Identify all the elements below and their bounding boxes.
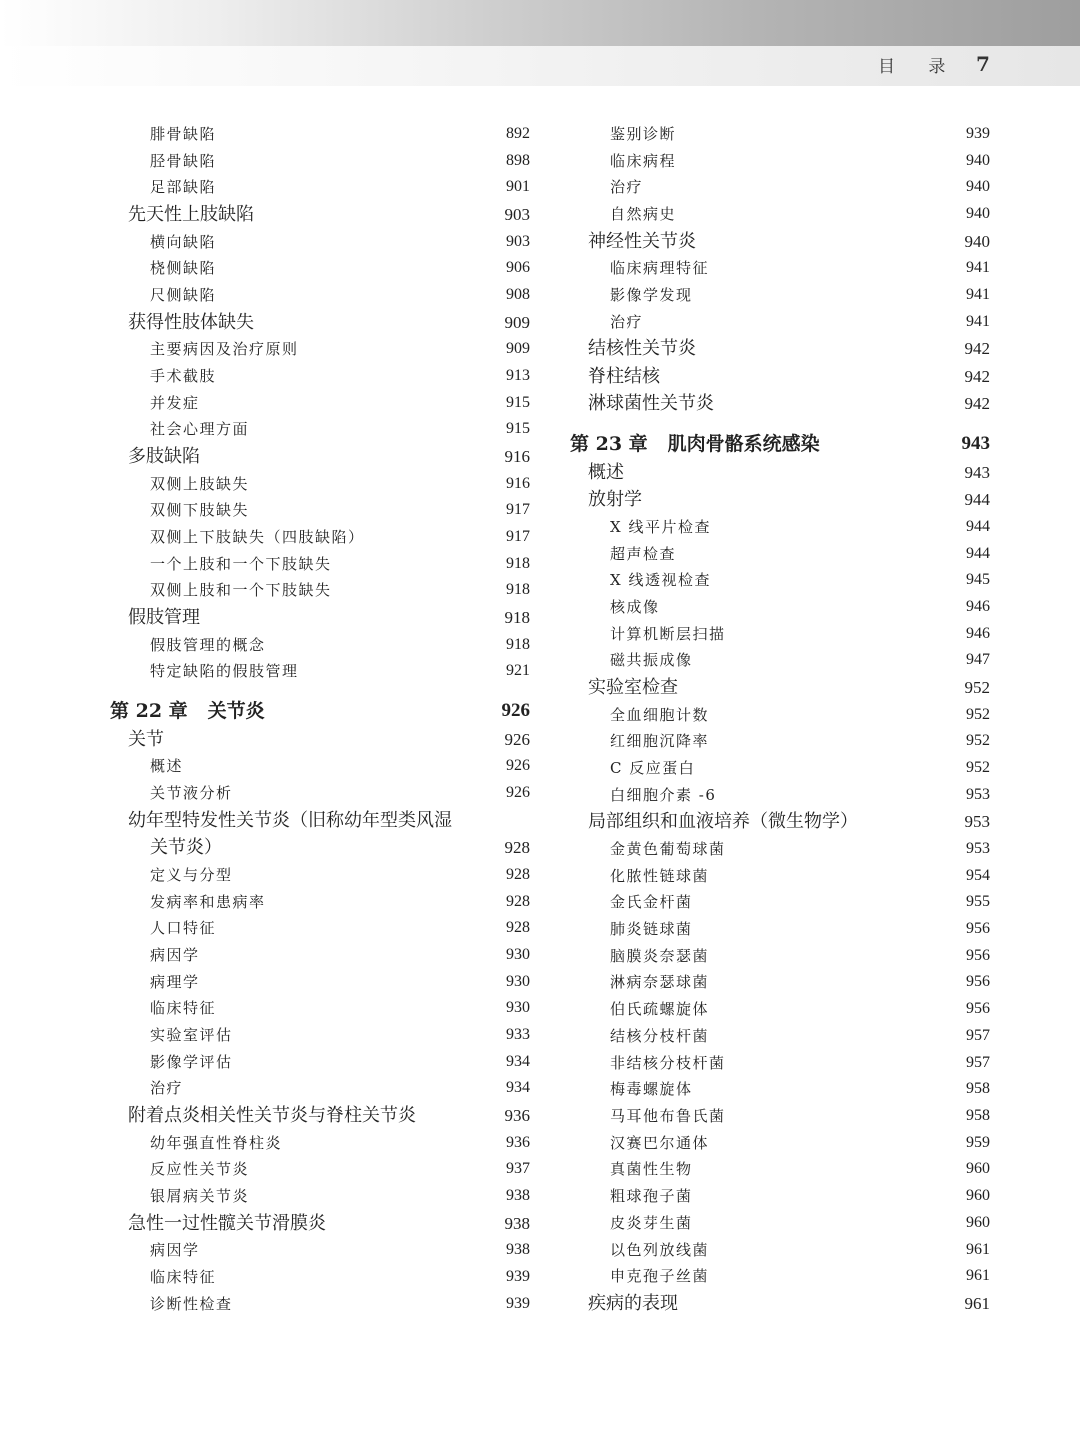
toc-entry-title: 反应性关节炎 (150, 1160, 250, 1179)
toc-entry-title: 附着点炎相关性关节炎与脊柱关节炎 (128, 1105, 416, 1127)
toc-subsection-entry[interactable] (110, 753, 530, 780)
toc-entry-title: 自然病史 (610, 205, 677, 224)
toc-subsection-entry[interactable] (110, 1049, 530, 1076)
toc-entry-page: 953 (966, 839, 990, 857)
toc-entry-page: 915 (506, 420, 530, 438)
toc-entry-page: 961 (966, 1267, 990, 1285)
toc-entry-page: 940 (966, 205, 990, 223)
toc-entry-page: 917 (506, 527, 530, 545)
toc-subsection-entry[interactable] (570, 148, 990, 175)
toc-subsection-entry[interactable] (110, 148, 530, 175)
toc-subsection-entry[interactable] (110, 174, 530, 201)
toc-entry-page: 940 (966, 151, 990, 169)
toc-section-entry[interactable] (570, 390, 990, 418)
toc-subsection-entry[interactable] (110, 363, 530, 390)
toc-entry-page: 939 (506, 1268, 530, 1285)
toc-entry-page: 892 (506, 125, 530, 142)
toc-subsection-entry[interactable] (570, 174, 990, 201)
toc-subsection-entry[interactable] (110, 1237, 530, 1264)
toc-entry-page: 898 (506, 151, 530, 169)
toc-entry-title: 化脓性链球菌 (610, 866, 710, 885)
toc-chapter-heading[interactable] (570, 430, 990, 458)
toc-subsection-entry[interactable] (110, 336, 530, 363)
toc-entry-title: 疾病的表现 (588, 1292, 678, 1314)
toc-entry-page: 952 (966, 705, 990, 723)
toc-entry-title: 实验室检查 (588, 677, 678, 699)
toc-entry-title: 治疗 (610, 178, 644, 197)
toc-subsection-entry[interactable] (570, 255, 990, 282)
toc-section-entry[interactable] (570, 486, 990, 514)
toc-entry-title: 影像学发现 (610, 286, 693, 305)
toc-entry-title: 病因学 (150, 1241, 200, 1260)
toc-subsection-entry[interactable] (570, 996, 990, 1023)
toc-entry-title: 肌肉骨骼系统感染 (667, 432, 820, 455)
toc-subsection-entry[interactable] (110, 524, 530, 551)
toc-subsection-entry[interactable] (110, 255, 530, 282)
toc-section-entry[interactable] (110, 309, 530, 337)
toc-entry-page: 942 (964, 339, 990, 359)
toc-subsection-entry[interactable] (570, 863, 990, 890)
toc-entry-page: 941 (966, 312, 990, 330)
toc-entry-title: 计算机断层扫描 (610, 624, 726, 643)
toc-entry-title: 皮炎芽生菌 (610, 1213, 693, 1232)
toc-subsection-entry[interactable] (110, 915, 530, 942)
toc-right-column (570, 121, 990, 1317)
toc-entry-page: 921 (506, 662, 530, 680)
toc-entry-title: 定义与分型 (150, 865, 233, 884)
toc-subsection-entry[interactable] (570, 621, 990, 648)
toc-entry-page: 934 (506, 1052, 530, 1070)
toc-entry-page: 961 (966, 1240, 990, 1258)
toc-entry-title: 尺侧缺陷 (150, 286, 217, 305)
toc-entry-title: 主要病因及治疗原则 (150, 340, 299, 359)
toc-entry-title: 社会心理方面 (150, 420, 250, 439)
toc-entry-title: 伯氏疏螺旋体 (610, 1000, 710, 1019)
toc-entry-page: 954 (966, 866, 990, 884)
toc-entry-title: 关节炎） (150, 837, 222, 859)
toc-entry-title: 关节液分析 (150, 784, 233, 803)
toc-entry-page: 958 (966, 1106, 990, 1124)
toc-subsection-entry[interactable] (570, 567, 990, 594)
toc-subsection-entry[interactable] (570, 916, 990, 943)
toc-subsection-entry[interactable] (570, 201, 990, 228)
toc-entry-title: 梅毒螺旋体 (610, 1080, 693, 1099)
toc-entry-title: 手术截肢 (150, 366, 217, 385)
toc-entry-page: 936 (504, 1106, 530, 1126)
toc-subsection-entry[interactable] (570, 889, 990, 916)
toc-subsection-entry[interactable] (570, 1076, 990, 1103)
toc-section-entry[interactable] (110, 834, 530, 862)
toc-section-entry[interactable] (570, 228, 990, 256)
toc-entry-title: 治疗 (610, 312, 644, 331)
toc-entry-title: 脊柱结核 (588, 365, 660, 387)
toc-section-entry[interactable] (570, 335, 990, 363)
toc-entry-title: 临床病理特征 (610, 259, 710, 278)
toc-entry-title: 以色列放线菌 (610, 1240, 710, 1259)
toc-entry-title: 白细胞介素 -6 (610, 785, 717, 804)
toc-entry-page: 944 (966, 544, 990, 562)
toc-entry-page: 930 (506, 945, 530, 963)
toc-subsection-entry[interactable] (570, 1050, 990, 1077)
toc-entry-title: 诊断性检查 (150, 1294, 233, 1313)
toc-entry-title: C 反应蛋白 (610, 759, 696, 778)
toc-subsection-entry[interactable] (570, 1263, 990, 1290)
toc-section-entry[interactable] (570, 808, 990, 836)
toc-entry-title: 概述 (588, 461, 624, 483)
toc-entry-title: 概述 (150, 757, 184, 776)
toc-subsection-entry[interactable] (570, 1210, 990, 1237)
toc-subsection-entry[interactable] (110, 1075, 530, 1102)
toc-subsection-entry[interactable] (570, 121, 990, 148)
toc-subsection-entry[interactable] (110, 995, 530, 1022)
toc-subsection-entry[interactable] (110, 1022, 530, 1049)
toc-subsection-entry[interactable] (570, 943, 990, 970)
toc-entry-title: 汉赛巴尔通体 (610, 1133, 710, 1152)
toc-entry-page: 953 (964, 812, 990, 832)
toc-subsection-entry[interactable] (570, 514, 990, 541)
toc-subsection-entry[interactable] (110, 632, 530, 659)
toc-entry-page: 928 (506, 892, 530, 910)
toc-entry-page: 915 (506, 393, 530, 411)
toc-entry-title: 足部缺陷 (150, 178, 217, 197)
toc-subsection-entry[interactable] (570, 755, 990, 782)
toc-entry-title: 腓骨缺陷 (150, 125, 217, 143)
toc-entry-title: 双侧上肢和一个下肢缺失 (150, 581, 332, 600)
toc-entry-page: 946 (966, 624, 990, 642)
toc-subsection-entry[interactable] (570, 282, 990, 309)
toc-entry-page: 928 (504, 838, 530, 858)
toc-entry-page: 946 (966, 598, 990, 616)
toc-section-entry[interactable] (110, 1210, 530, 1238)
toc-subsection-entry[interactable] (110, 577, 530, 604)
toc-entry-page: 938 (506, 1241, 530, 1259)
toc-subsection-entry[interactable] (110, 1130, 530, 1157)
toc-entry-title: 非结核分枝杆菌 (610, 1053, 726, 1072)
toc-subsection-entry[interactable] (110, 889, 530, 916)
toc-entry-title: 全血细胞计数 (610, 705, 710, 724)
toc-left-column (110, 121, 530, 1317)
toc-subsection-entry[interactable] (570, 728, 990, 755)
toc-entry-page: 930 (506, 972, 530, 990)
toc-entry-title: 关节炎 (207, 699, 265, 722)
toc-subsection-entry[interactable] (110, 390, 530, 417)
toc-entry-title: 胫骨缺陷 (150, 151, 217, 170)
toc-entry-title: 幼年型特发性关节炎（旧称幼年型类风湿 (128, 809, 452, 831)
toc-entry-title: 临床病程 (610, 151, 677, 170)
toc-entry-page: 943 (964, 462, 990, 482)
toc-entry-page: 918 (506, 635, 530, 653)
toc-subsection-entry[interactable] (570, 702, 990, 729)
toc-subsection-entry[interactable] (570, 594, 990, 621)
toc-entry-title: 影像学评估 (150, 1052, 233, 1071)
toc-entry-page: 930 (506, 999, 530, 1017)
toc-subsection-entry[interactable] (570, 1103, 990, 1130)
toc-entry-page: 937 (506, 1160, 530, 1178)
toc-entry-page: 939 (966, 125, 990, 142)
toc-entry-title: 急性一过性髋关节滑膜炎 (128, 1212, 326, 1234)
toc-section-entry[interactable] (110, 1102, 530, 1130)
toc-entry-title: 磁共振成像 (610, 651, 693, 670)
toc-chapter-heading[interactable] (110, 697, 530, 725)
toc-entry-page: 956 (966, 920, 990, 938)
toc-entry-page: 958 (966, 1080, 990, 1098)
toc-subsection-entry[interactable] (570, 1183, 990, 1210)
toc-entry-title: 病理学 (150, 972, 200, 991)
toc-entry-page: 901 (506, 178, 530, 196)
toc-entry-page: 956 (966, 973, 990, 991)
toc-entry-page: 944 (966, 517, 990, 535)
toc-entry-page: 913 (506, 366, 530, 384)
toc-section-entry[interactable] (110, 807, 530, 835)
toc-subsection-entry[interactable] (110, 282, 530, 309)
toc-subsection-entry[interactable] (570, 309, 990, 336)
toc-entry-page: 918 (506, 581, 530, 599)
toc-subsection-entry[interactable] (110, 1291, 530, 1318)
toc-entry-title: 人口特征 (150, 919, 217, 938)
toc-entry-title: X 线透视检查 (610, 571, 711, 590)
toc-entry-page: 941 (966, 259, 990, 277)
toc-entry-title: 实验室评估 (150, 1026, 233, 1045)
toc-entry-page: 928 (506, 919, 530, 937)
toc-entry-title: 先天性上肢缺陷 (128, 204, 254, 226)
toc-entry-page: 942 (964, 394, 990, 414)
toc-subsection-entry[interactable] (570, 969, 990, 996)
toc-entry-title: 鉴别诊断 (610, 125, 677, 143)
toc-entry-page: 957 (966, 1053, 990, 1071)
toc-entry-page: 926 (501, 699, 530, 721)
toc-subsection-entry[interactable] (570, 782, 990, 809)
toc-section-entry[interactable] (570, 363, 990, 391)
toc-entry-title: 真菌性生物 (610, 1160, 693, 1179)
toc-entry-page: 960 (966, 1187, 990, 1205)
toc-subsection-entry[interactable] (110, 780, 530, 807)
toc-entry-page: 960 (966, 1160, 990, 1178)
toc-entry-title: 双侧下肢缺失 (150, 501, 250, 520)
toc-entry-page: 942 (964, 366, 990, 386)
toc-subsection-entry[interactable] (110, 471, 530, 498)
toc-subsection-entry[interactable] (570, 836, 990, 863)
toc-entry-page: 938 (504, 1213, 530, 1233)
toc-entry-title: 桡侧缺陷 (150, 259, 217, 278)
toc-entry-title: 并发症 (150, 393, 200, 412)
toc-subsection-entry[interactable] (110, 862, 530, 889)
toc-entry-page: 917 (506, 501, 530, 519)
toc-entry-title: 神经性关节炎 (588, 230, 696, 252)
toc-entry-title: 关节 (128, 728, 164, 750)
toc-subsection-entry[interactable] (570, 541, 990, 568)
toc-entry-title: 核成像 (610, 598, 660, 617)
toc-entry-page: 956 (966, 1000, 990, 1018)
toc-entry-title: 治疗 (150, 1079, 184, 1098)
toc-entry-page: 940 (964, 231, 990, 251)
toc-subsection-entry[interactable] (110, 497, 530, 524)
toc-entry-page: 955 (966, 893, 990, 911)
toc-entry-page: 959 (966, 1133, 990, 1151)
toc-subsection-entry[interactable] (110, 121, 530, 148)
toc-section-entry[interactable] (110, 726, 530, 754)
toc-entry-title: 银屑病关节炎 (150, 1187, 250, 1206)
toc-entry-page: 928 (506, 865, 530, 883)
toc-entry-title: 特定缺陷的假肢管理 (150, 662, 299, 681)
toc-entry-page: 943 (961, 432, 990, 454)
toc-entry-title: 淋球菌性关节炎 (588, 393, 714, 415)
toc-entry-page: 926 (504, 729, 530, 749)
toc-entry-page: 918 (504, 608, 530, 628)
toc-entry-title: 临床特征 (150, 999, 217, 1018)
toc-entry-title: 金氏金杆菌 (610, 893, 693, 912)
toc-entry-page: 903 (506, 232, 530, 250)
toc-entry-title: 肺炎链球菌 (610, 920, 693, 939)
toc-entry-title: 多肢缺陷 (128, 446, 200, 468)
toc-entry-title: X 线平片检查 (610, 517, 711, 536)
toc-entry-page: 941 (966, 286, 990, 304)
toc-entry-title: 局部组织和血液培养（微生物学） (588, 811, 858, 833)
toc-subsection-entry[interactable] (110, 416, 530, 443)
toc-entry-title: 粗球孢子菌 (610, 1187, 693, 1206)
toc-entry-page: 947 (966, 651, 990, 669)
toc-entry-page: 961 (964, 1293, 990, 1313)
chapter-number: 第 23 章 (570, 432, 648, 455)
toc-entry-page: 909 (506, 340, 530, 358)
toc-entry-page: 960 (966, 1213, 990, 1231)
toc-entry-page: 906 (506, 259, 530, 277)
toc-subsection-entry[interactable] (570, 1130, 990, 1157)
toc-entry-page: 916 (506, 474, 530, 492)
toc-entry-page: 956 (966, 946, 990, 964)
toc-entry-page: 933 (506, 1026, 530, 1044)
chapter-number: 第 22 章 (110, 699, 188, 722)
toc-entry-title: 双侧上肢缺失 (150, 474, 250, 493)
toc-subsection-entry[interactable] (110, 551, 530, 578)
toc-entry-title: 横向缺陷 (150, 232, 217, 251)
toc-entry-title: 马耳他布鲁氏菌 (610, 1106, 726, 1125)
toc-entry-title: 淋病奈瑟球菌 (610, 973, 710, 992)
toc-entry-page: 909 (504, 312, 530, 332)
toc-entry-page: 953 (966, 785, 990, 803)
toc-subsection-entry[interactable] (110, 1156, 530, 1183)
toc-entry-title: 结核分枝杆菌 (610, 1026, 710, 1045)
toc-entry-title: 一个上肢和一个下肢缺失 (150, 554, 332, 573)
toc-subsection-entry[interactable] (110, 1183, 530, 1210)
toc-entry-title: 金黄色葡萄球菌 (610, 839, 726, 858)
toc-entry-title: 脑膜炎奈瑟菌 (610, 946, 710, 965)
toc-entry-title: 假肢管理的概念 (150, 635, 266, 654)
toc-entry-page: 926 (506, 757, 530, 775)
toc-entry-title: 病因学 (150, 945, 200, 964)
toc-entry-title: 超声检查 (610, 544, 677, 563)
toc-entry-title: 临床特征 (150, 1268, 217, 1286)
toc-subsection-entry[interactable] (110, 229, 530, 256)
toc-entry-title: 红细胞沉降率 (610, 732, 710, 751)
toc-entry-page: 957 (966, 1026, 990, 1044)
toc-subsection-entry[interactable] (570, 1023, 990, 1050)
toc-entry-title: 放射学 (588, 489, 642, 511)
toc-entry-page: 934 (506, 1079, 530, 1097)
toc-entry-title: 双侧上下肢缺失（四肢缺陷） (150, 527, 365, 546)
toc-section-entry[interactable] (570, 459, 990, 487)
toc-entry-page: 936 (506, 1133, 530, 1151)
toc-entry-title: 发病率和患病率 (150, 892, 266, 911)
toc-entry-page: 952 (966, 732, 990, 750)
toc-entry-page: 944 (964, 490, 990, 510)
page-number: 7 (976, 52, 990, 76)
toc-subsection-entry[interactable] (110, 658, 530, 685)
toc-entry-page: 938 (506, 1187, 530, 1205)
toc-subsection-entry[interactable] (570, 1237, 990, 1264)
toc-entry-title: 假肢管理 (128, 607, 200, 629)
toc-entry-title: 申克孢子丝菌 (610, 1267, 710, 1286)
toc-subsection-entry[interactable] (570, 647, 990, 674)
toc-entry-page: 926 (506, 784, 530, 802)
toc-subsection-entry[interactable] (110, 1264, 530, 1291)
toc-section-entry[interactable] (110, 604, 530, 632)
toc-entry-page: 939 (506, 1294, 530, 1312)
toc-entry-title: 获得性肢体缺失 (128, 311, 254, 333)
toc-entry-page: 916 (504, 447, 530, 467)
toc-entry-page: 945 (966, 571, 990, 589)
toc-entry-page: 903 (504, 205, 530, 225)
toc-entry-page: 908 (506, 286, 530, 304)
toc-section-entry[interactable] (570, 674, 990, 702)
toc-entry-page: 952 (966, 759, 990, 777)
section-title: 目 录 (878, 57, 960, 77)
toc-list-right (570, 121, 990, 1317)
toc-entry-page: 940 (966, 178, 990, 196)
toc-subsection-entry[interactable] (110, 969, 530, 996)
toc-entry-page: 952 (964, 678, 990, 698)
toc-entry-page: 918 (506, 554, 530, 572)
toc-section-entry[interactable] (110, 201, 530, 229)
toc-section-entry[interactable] (110, 443, 530, 471)
toc-list-left (110, 121, 530, 1317)
toc-subsection-entry[interactable] (110, 942, 530, 969)
toc-entry-title: 结核性关节炎 (588, 338, 696, 360)
toc-section-entry[interactable] (570, 1290, 990, 1318)
toc-entry-title: 幼年强直性脊柱炎 (150, 1133, 283, 1152)
toc-subsection-entry[interactable] (570, 1156, 990, 1183)
